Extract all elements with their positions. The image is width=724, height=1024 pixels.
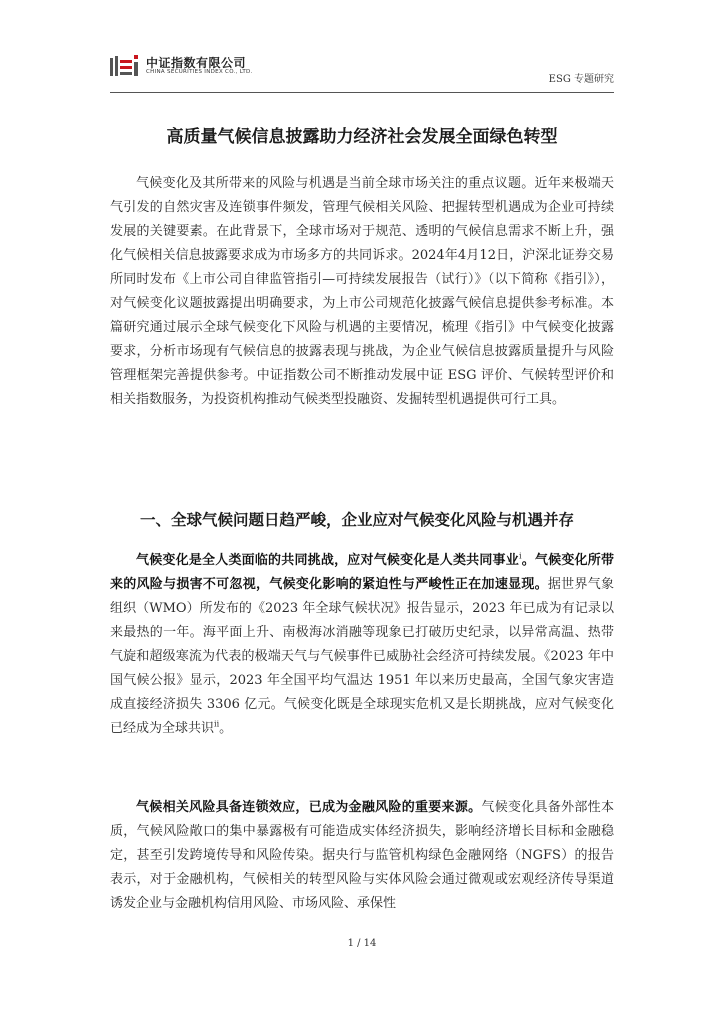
page-header [110,48,614,94]
company-logo [110,54,270,80]
company-name-cn: 中证指数有限公司 [146,56,247,70]
document-title: 高质量气候信息披露助力经济社会发展全面绿色转型 [166,127,558,147]
intro-paragraph: 气候变化及其所带来的风险与机遇是当前全球市场关注的重点议题。近年来极端天气引发的自然灾害及连锁事件频发，管理气候相关风险、把握转型机遇成为企业可持续发展的关键要素。在此背景下，全球市场对于规范、透明的气候信息需求不断上升，强化气候相关信息披露要求成为市场多方的共同诉求。2024年4月12日，沪深北证券交易所同时发布《上市公司自律监管指引—可持续发展报告（试行）》（以下简称《指引》），对气候变化议题披露提出明确要求，为上市公司规范化披露气候信息提供参考标准。本篇研究通过展示全球气候变化下风险与机遇的主要情况，梳理《指引》中气候变化披露要求，分析市场现有气候信息的披露表现与挑战，为企业气候信息披露质量提升与风险管理框架完善提供参考。中证指数公司不断推动发展中证 ESG 评价、气候转型评价和相关指数服务，为投资机构推动气候类型投融资、发掘转型机遇提供可行工具。 [110,176,614,407]
header-divider [110,92,614,93]
bold-lead-b: 。气候变化所带来的风险与损害不可忽视，气候变化影响的紧迫性与严峻性正在加速显现。 [110,553,614,592]
paragraph-body: 据世界气象组织（WMO）所发布的《2023 年全球气候状况》报告显示，2023 年已成为有记录以来最热的一年。海平面上升、南极海冰消融等现象已打破历史纪录，以异常高温、热带气旋和超级寒流为代表的极端天气与气候事件已威胁社会经济可持续发展。《2023 年中国气候公报》显示，2023 年全国平均气温达 1951 年以来历史最高，全国气象灾害造成直接经济损失 3306 亿元。气候变化既是全球现实危机又是长期挑战，应对气候变化已经成为全球共识 [110,577,614,736]
paragraph-tail: 。 [219,721,233,736]
paragraph-body: 气候变化具备外部性本质，气候风险敞口的集中暴露极有可能造成实体经济损失，影响经济增长目标和金融稳定，甚至引发跨境传导和风险传染。据央行与监管机构绿色金融网络（NGFS）的报告表示，对于金融机构，气候相关的转型风险与实体风险会通过微观或宏观经济传导渠道诱发企业与金融机构信用风险、市场风险、承保性 [110,800,614,911]
csi-logo-icon [110,54,140,78]
report-type-label: ESG 专题研究 [548,74,614,85]
footnote-ref-ii[interactable]: ii [214,719,220,729]
company-name-en: CHINA SECURITIES INDEX CO., LTD. [146,69,253,75]
bold-lead: 气候相关风险具备连锁效应，已成为金融风险的重要来源。 [136,800,482,815]
section-paragraph-1 [110,549,614,741]
footnote-ref-i[interactable]: i [518,551,522,561]
section-heading: 一、全球气候问题日趋严峻，企业应对气候变化风险与机遇并存 [140,511,575,529]
bold-lead-a: 气候变化是全人类面临的共同挑战，应对气候变化是人类共同事业 [136,553,519,568]
section-paragraph-2 [110,796,614,916]
page-number: 1 / 14 [347,938,377,949]
